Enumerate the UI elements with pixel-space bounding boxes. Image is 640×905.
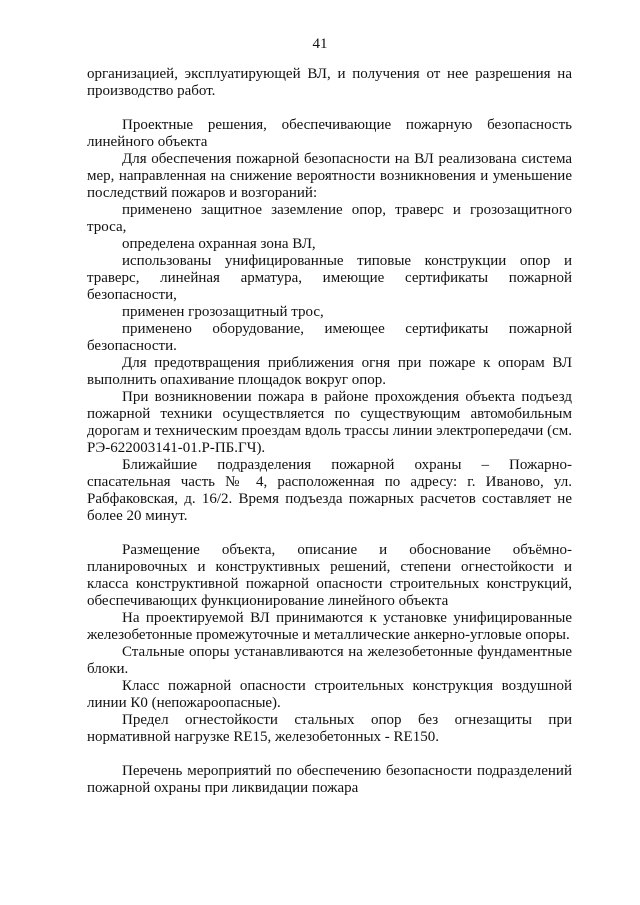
page-number: 41 (312, 36, 328, 52)
spacer (87, 100, 572, 117)
document-body (87, 66, 572, 797)
paragraph-continuation: организацией, эксплуатирующей ВЛ, и получения от нее разрешения на производство работ. (87, 66, 572, 99)
spacer (87, 746, 572, 763)
list-item: использованы унифицированные типовые конструкции опор и траверс, линейная арматура, имеющие сертификаты пожарной безопасности, (87, 253, 572, 303)
paragraph: Для предотвращения приближения огня при пожаре к опорам ВЛ выполнить опахивание площадок вокруг опор. (87, 355, 572, 388)
list-item: определена охранная зона ВЛ, (122, 236, 316, 252)
paragraph: Для обеспечения пожарной безопасности на ВЛ реализована система мер, направленная на снижение вероятности возникновения и уменьшение последствий пожаров и возгораний: (87, 151, 572, 201)
paragraph: Класс пожарной опасности строительных конструкция воздушной линии К0 (непожароопасные). (87, 678, 572, 711)
list-item: применено защитное заземление опор, траверс и грозозащитного троса, (87, 202, 572, 235)
paragraph: При возникновении пожара в районе прохождения объекта подъезд пожарной техники осуществляется по существующим автомобильным дорогам и техническим проездам вдоль трассы линии электропередачи (см. РЭ-622003141-01.Р-ПБ.ГЧ). (87, 389, 572, 456)
list-item: применен грозозащитный трос, (122, 304, 324, 320)
paragraph: На проектируемой ВЛ принимаются к установке унифицированные железобетонные промежуточные и металлические анкерно-угловые опоры. (87, 610, 572, 643)
paragraph: Предел огнестойкости стальных опор без огнезащиты при нормативной нагрузке RE15, железобетонных - RE150. (87, 712, 572, 745)
section-heading-firefighter-safety: Перечень мероприятий по обеспечению безопасности подразделений пожарной охраны при ликвидации пожара (87, 763, 572, 796)
section-heading-structures: Размещение объекта, описание и обоснование объёмно-планировочных и конструктивных решений, степени огнестойкости и класса конструктивной пожарной опасности строительных конструкций, обеспечивающих функционирование линейного объекта (87, 542, 572, 609)
list-item: применено оборудование, имеющее сертификаты пожарной безопасности. (87, 321, 572, 354)
spacer (87, 525, 572, 542)
paragraph: Ближайшие подразделения пожарной охраны – Пожарно-спасательная часть № 4, расположенная по адресу: г. Иваново, ул. Рабфаковская, д. 16/2. Время подъезда пожарных расчетов составляет не более 20 минут. (87, 457, 572, 524)
section-heading-fire-safety: Проектные решения, обеспечивающие пожарную безопасность линейного объекта (87, 117, 572, 150)
paragraph: Стальные опоры устанавливаются на железобетонные фундаментные блоки. (87, 644, 572, 677)
